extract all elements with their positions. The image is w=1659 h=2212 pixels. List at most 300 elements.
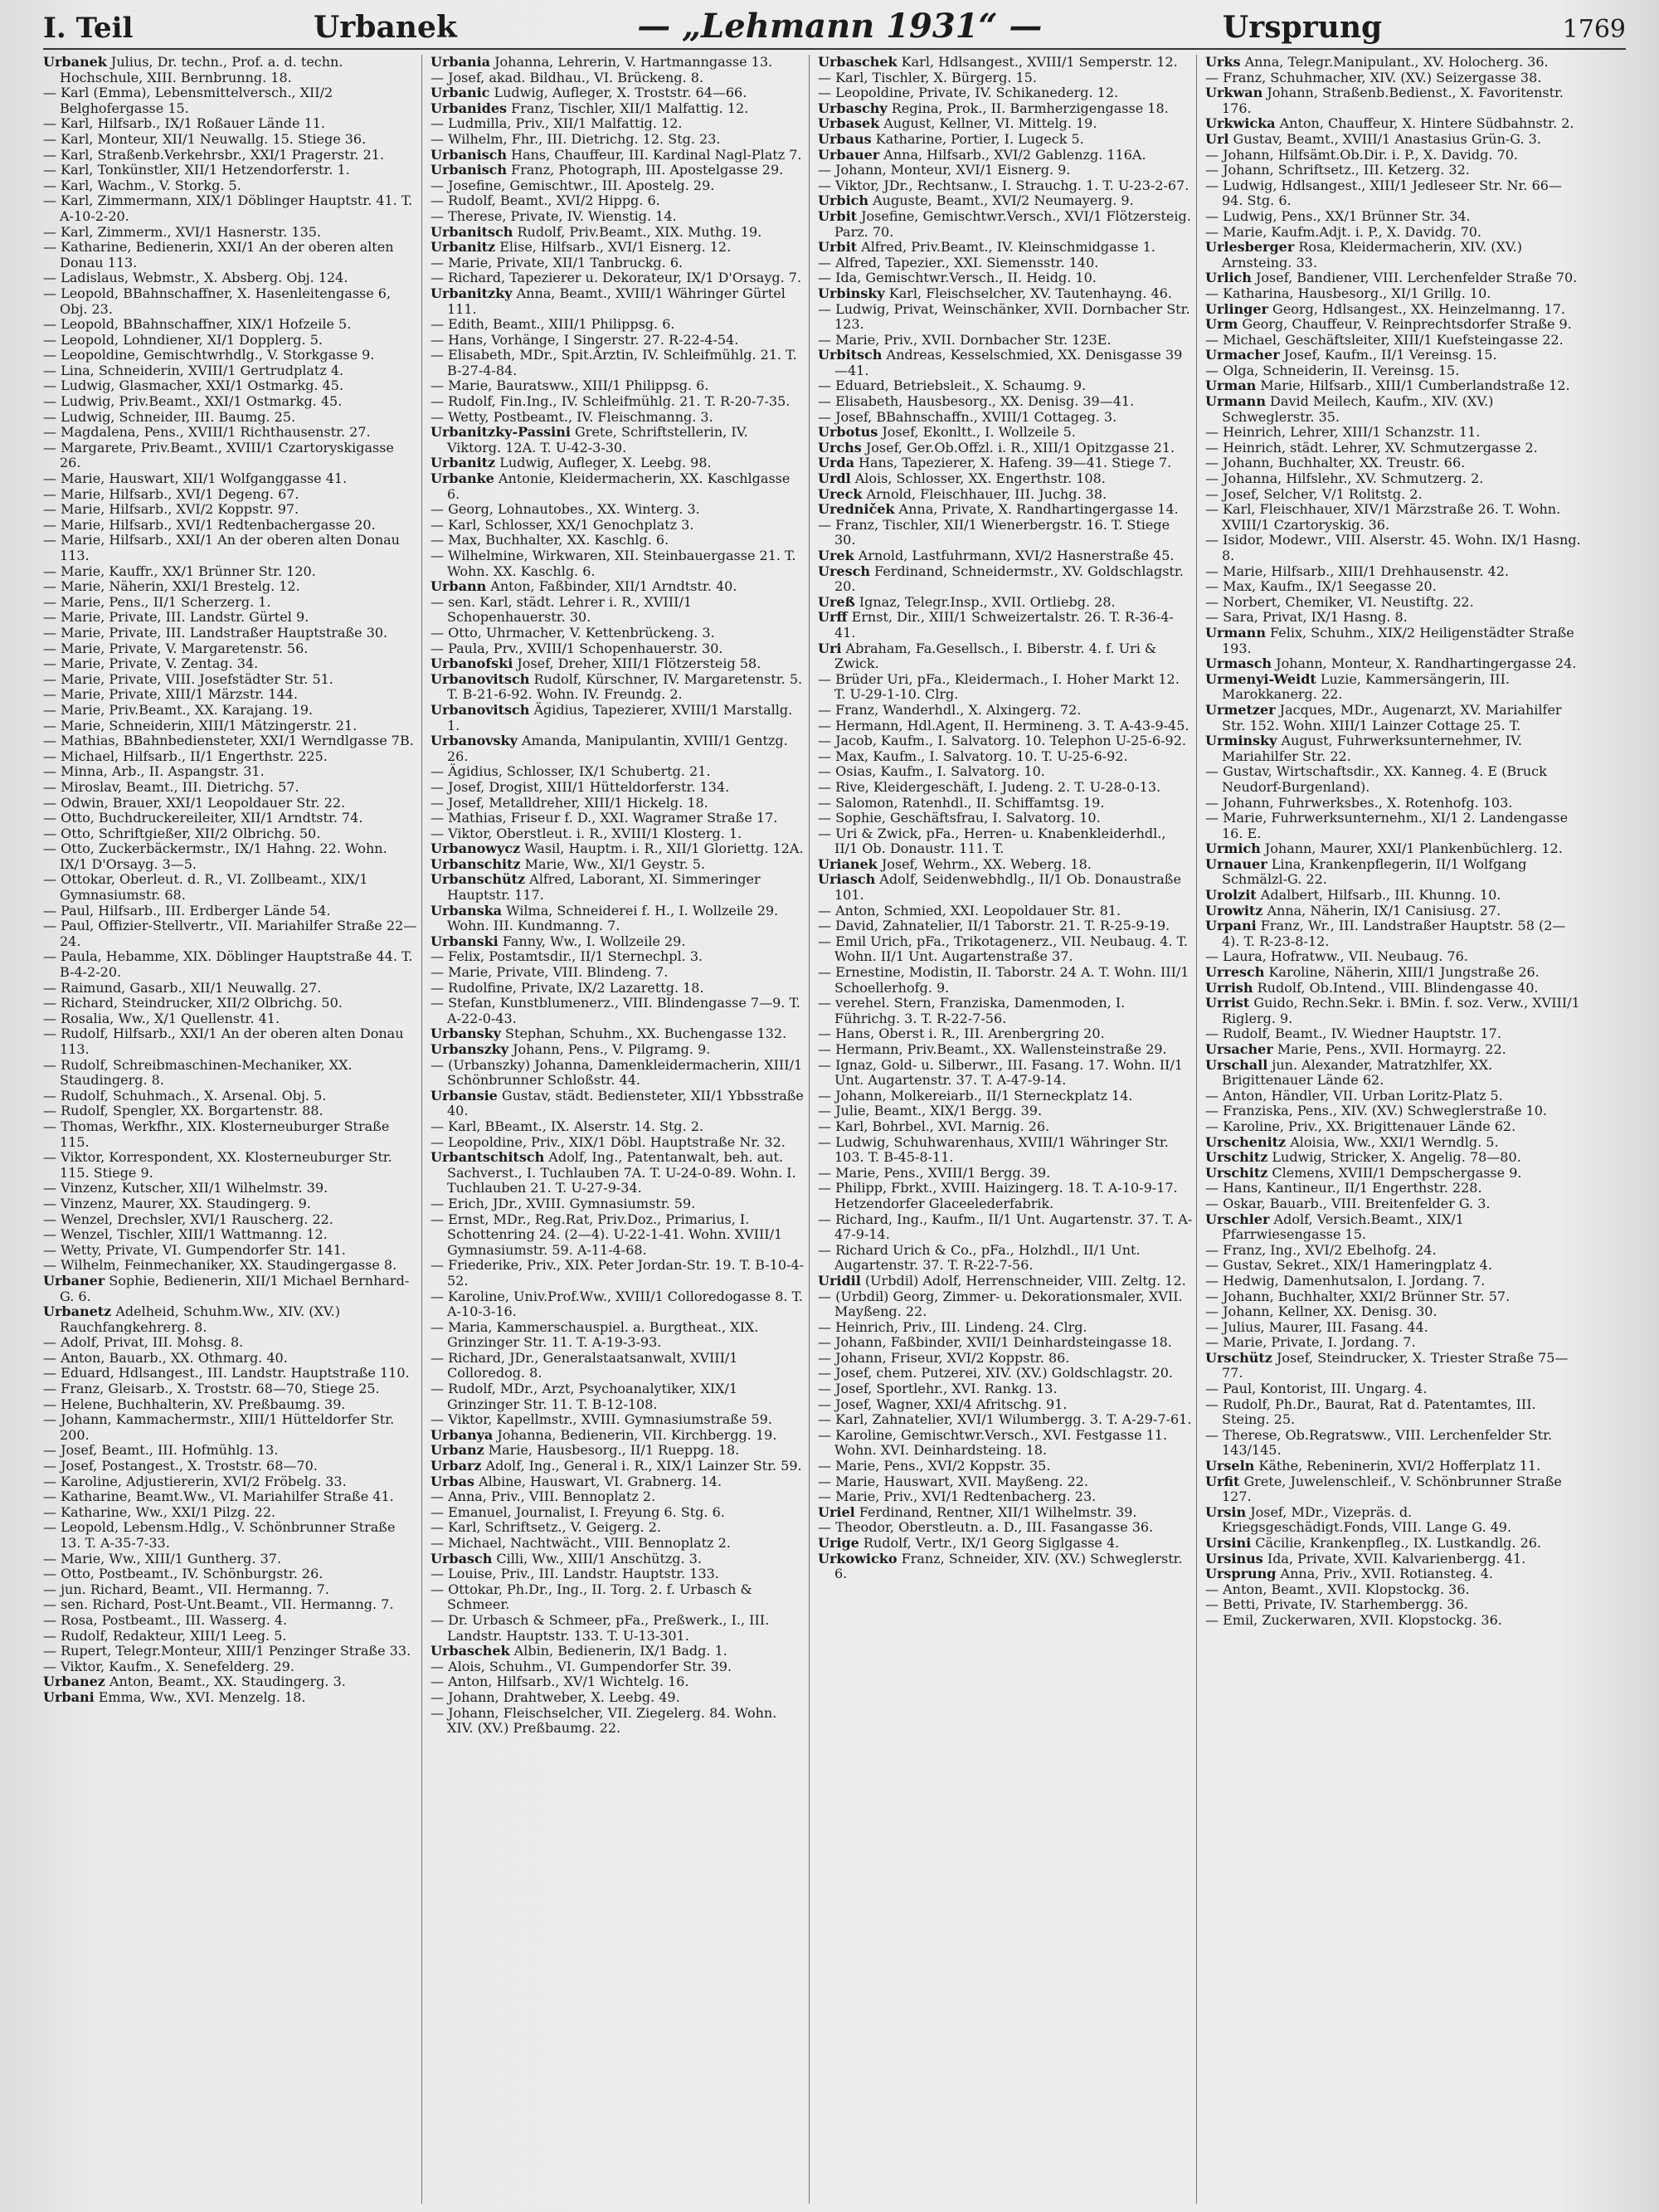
directory-entry <box>1205 1089 1581 1104</box>
entry-text: — Josef, Beamt., III. Hofmühlg. 13. <box>43 1442 279 1459</box>
entry-text: — Rosa, Postbeamt., III. Wasserg. 4. <box>43 1611 288 1628</box>
directory-entry <box>818 1289 1193 1320</box>
entry-text: — Lina, Schneiderin, XVIII/1 Gertrudplatz 4. <box>43 362 344 378</box>
directory-entry <box>818 1104 1193 1119</box>
directory-entry <box>43 85 418 116</box>
entry-text: — Richard, JDr., Generalstaatsanwalt, XVIII/1 Colloredog. 8. <box>431 1349 738 1381</box>
directory-entry <box>43 1351 418 1367</box>
entry-text: Adalbert, Hilfsarb., III. Khunng. 10. <box>1256 887 1501 904</box>
directory-entry <box>431 1582 805 1613</box>
directory-entry <box>43 1181 418 1196</box>
entry-surname: Urbanitz <box>431 239 496 256</box>
entry-surname: Urm <box>1205 316 1238 333</box>
directory-entry <box>818 610 1193 641</box>
directory-entry <box>43 533 418 563</box>
directory-entry <box>1205 286 1581 302</box>
directory-entry <box>431 1258 805 1289</box>
directory-entry <box>43 1243 418 1259</box>
directory-entry <box>431 163 805 178</box>
entry-text: — Marie, Private, III. Landstr. Gürtel 9. <box>43 609 309 626</box>
entry-text: (Urbdil) Adolf, Herrenschneider, VIII. Zeltg. 12. <box>860 1272 1186 1289</box>
directory-entry <box>431 256 805 271</box>
entry-text: Hans, Tapezierer, X. Hafeng. 39—41. Stiege 7. <box>854 455 1172 471</box>
entry-text: — Wetty, Postbeamt., IV. Fleischmanng. 3. <box>431 408 713 425</box>
entry-surname: Urmich <box>1205 840 1261 857</box>
entry-text: Cilli, Ww., XIII/1 Anschützg. 3. <box>492 1550 702 1566</box>
directory-entry <box>431 116 805 132</box>
entry-text: — Viktor, JDr., Rechtsanw., I. Strauchg. 1. T. U-23-2-67. <box>818 177 1190 193</box>
directory-entry <box>1205 225 1581 241</box>
entry-text: — Josef, akad. Bildhau., VI. Brückeng. 8. <box>431 69 704 85</box>
directory-entry <box>1205 1397 1581 1428</box>
entry-text: — Viktor, Oberstleut. i. R., XVIII/1 Klosterg. 1. <box>431 825 742 841</box>
directory-entry <box>1205 1196 1581 1212</box>
entry-text: — Leopold, Lebensm.Hdlg., V. Schönbrunner Straße 13. T. A-35-7-33. <box>43 1519 396 1551</box>
entry-text: — Odwin, Brauer, XXI/1 Leopoldauer Str. 22. <box>43 794 346 811</box>
directory-entry <box>818 934 1193 965</box>
entry-text: — Richard, Ing., Kaufm., II/1 Unt. Augartenstr. 37. T. A-47-9-14. <box>818 1211 1193 1243</box>
column-1 <box>43 55 422 2204</box>
directory-entry <box>43 719 418 734</box>
left-guide-word: Urbanek <box>313 10 457 45</box>
entry-text: — Gustav, Wirtschaftsdir., XX. Kanneg. 4. E (Bruck Neudorf-Burgenland). <box>1205 763 1547 795</box>
directory-entry <box>431 904 805 934</box>
directory-entry <box>431 533 805 548</box>
directory-entry <box>818 1366 1193 1381</box>
directory-entry <box>431 1659 805 1675</box>
entry-text: — Wilhelm, Fhr., III. Dietrichg. 12. Stg. 23. <box>431 130 721 147</box>
directory-entry <box>1205 1536 1581 1552</box>
directory-entry <box>818 394 1193 410</box>
entry-text: Anna, Priv., XVII. Rotiansteg. 4. <box>1276 1566 1493 1582</box>
directory-entry <box>43 1659 418 1675</box>
entry-text: — Edith, Beamt., XIII/1 Philippsg. 6. <box>431 316 675 333</box>
entry-text: Johanna, Bedienerin, VII. Kirchbergg. 19. <box>493 1426 777 1443</box>
entry-text: — Ludwig, Pens., XX/1 Brünner Str. 34. <box>1205 207 1471 224</box>
entry-text: — (Urbanszky) Johanna, Damenkleidermacherin, XIII/1 Schönbrunner Schloßstr. 44. <box>431 1056 803 1089</box>
entry-text: — Anton, Bauarb., XX. Othmarg. 40. <box>43 1349 288 1366</box>
entry-text: Josef, Steindrucker, X. Triester Straße 75—77. <box>1222 1349 1569 1381</box>
entry-text: — Marie, Priv., XVII. Dornbacher Str. 123E. <box>818 331 1112 348</box>
entry-text: — Adolf, Privat, III. Mohsg. 8. <box>43 1334 244 1351</box>
directory-entry <box>43 1366 418 1381</box>
entry-text: Josef, Wehrm., XX. Weberg. 18. <box>877 855 1092 872</box>
directory-entry <box>818 270 1193 286</box>
directory-entry <box>43 1381 418 1397</box>
entry-text: — Franz, Wanderhdl., X. Alxingerg. 72. <box>818 701 1082 718</box>
entry-text: — Alois, Schuhm., VI. Gumpendorfer Str. 39. <box>431 1658 732 1674</box>
entry-text: — Rudolfine, Private, IX/2 Lazarettg. 18. <box>431 979 704 996</box>
directory-entry <box>431 780 805 796</box>
entry-text: — Josef, Sportlehr., XVI. Rankg. 13. <box>818 1381 1058 1397</box>
entry-surname: Urbanez <box>43 1674 105 1690</box>
directory-entry <box>818 209 1193 240</box>
directory-entry <box>818 425 1193 441</box>
directory-entry <box>43 1520 418 1551</box>
entry-text: Rudolf, Vertr., IX/1 Georg Siglgasse 4. <box>859 1535 1120 1551</box>
directory-entry <box>43 1597 418 1613</box>
directory-entry <box>431 595 805 626</box>
entry-text: — Leopoldine, Private, IV. Schikanederg. 12. <box>818 85 1119 101</box>
directory-entry <box>431 1474 805 1490</box>
entry-surname: Ureß <box>818 593 855 610</box>
entry-text: — Johann, Buchhalter, XX. Treustr. 66. <box>1205 455 1466 471</box>
directory-entry <box>1205 1181 1581 1196</box>
directory-entry <box>43 1119 418 1150</box>
directory-entry <box>431 1552 805 1567</box>
directory-entry <box>1205 841 1581 857</box>
entry-text: — Vinzenz, Kutscher, XII/1 Wilhelmstr. 39. <box>43 1180 328 1196</box>
entry-surname: Urbaner <box>43 1272 105 1289</box>
entry-surname: Ureck <box>818 485 863 502</box>
entry-text: — Sophie, Geschäftsfrau, I. Salvatorg. 10. <box>818 810 1101 826</box>
directory-entry <box>1205 240 1581 270</box>
directory-entry <box>818 1412 1193 1428</box>
directory-entry <box>818 1089 1193 1104</box>
entry-surname: Urbaus <box>818 130 872 147</box>
entry-text: — Ludwig, Priv.Beamt., XXI/1 Ostmarkg. 45. <box>43 393 343 410</box>
directory-entry <box>43 394 418 410</box>
entry-text: Adolf, Seidenwebhdlg., II/1 Ob. Donaustraße 101. <box>834 871 1181 904</box>
entry-surname: Urmacher <box>1205 347 1280 363</box>
directory-entry <box>1205 1026 1581 1042</box>
directory-entry <box>1205 148 1581 163</box>
entry-text: Katharine, Portier, I. Lugeck 5. <box>871 130 1084 147</box>
entry-text: — Ernst, MDr., Reg.Rat, Priv.Doz., Primarius, I. Schottenring 24. (2—4). U-22-1-41. Wohn. XVIII/1 Gymnasiumstr. 59. A-11-4-68. <box>431 1211 783 1258</box>
entry-text: — Rudolf, Schuhmach., X. Arsenal. Obj. 5. <box>43 1087 327 1104</box>
directory-entry <box>43 425 418 441</box>
directory-entry <box>1205 579 1581 595</box>
directory-entry <box>43 687 418 703</box>
entry-surname: Urek <box>818 548 854 563</box>
entry-text: Josef, MDr., Vizepräs. d. Kriegsgeschädigt.Fonds, VIII. Lange G. 49. <box>1222 1503 1512 1536</box>
directory-entry <box>818 518 1193 548</box>
entry-text: Josef, Ger.Ob.Offzl. i. R., XIII/1 Opitzgasse 21. <box>861 439 1175 456</box>
entry-surname: Urbasek <box>818 115 880 132</box>
directory-entry <box>818 410 1193 426</box>
entry-surname: Urks <box>1205 55 1241 70</box>
entry-text: — Josef, chem. Putzerei, XIV. (XV.) Goldschlagstr. 20. <box>818 1365 1173 1381</box>
entry-text: — Uri & Zwick, pFa., Herren- u. Knabenkleiderhdl., II/1 Ob. Donaustr. 111. T. <box>818 825 1166 857</box>
directory-entry <box>431 996 805 1026</box>
entry-text: — Rudolf, Beamt., IV. Wiedner Hauptstr. 17. <box>1205 1026 1501 1042</box>
directory-entry <box>431 286 805 317</box>
entry-text: — (Urbdil) Georg, Zimmer- u. Dekorationsmaler, XVII. Mayßeng. 22. <box>818 1288 1183 1320</box>
directory-entry <box>818 826 1193 857</box>
entry-text: — Ludmilla, Priv., XII/1 Malfattig. 12. <box>431 115 683 132</box>
entry-text: Rudolf, Kürschner, IV. Margaretenstr. 5. T. B-21-6-92. Wohn. IV. Freundg. 2. <box>447 670 803 703</box>
entry-text: — Rudolf, Spengler, XX. Borgartenstr. 88. <box>43 1103 324 1119</box>
directory-entry <box>1205 764 1581 795</box>
directory-entry <box>1205 1135 1581 1151</box>
directory-entry <box>43 502 418 518</box>
entry-surname: Urolzit <box>1205 887 1257 904</box>
entry-surname: Urschler <box>1205 1211 1270 1227</box>
entry-text: Antonie, Kleidermacherin, XX. Kaschlgasse 6. <box>447 470 791 502</box>
entry-text: — Franz, Gleisarb., X. Troststr. 68—70, Stiege 25. <box>43 1381 380 1397</box>
directory-entry <box>43 1104 418 1119</box>
directory-entry <box>1205 1104 1581 1119</box>
directory-entry <box>431 1690 805 1706</box>
entry-text: Josef, Ekonltt., I. Wollzeile 5. <box>878 424 1076 441</box>
entry-text: Stephan, Schuhm., XX. Buchengasse 132. <box>500 1026 787 1042</box>
directory-entry <box>431 270 805 286</box>
entry-text: — Rive, Kleidergeschäft, I. Judeng. 2. T. U-28-0-13. <box>818 778 1161 795</box>
directory-entry <box>43 163 418 178</box>
entry-text: — Louise, Priv., III. Landstr. Hauptstr. 133. <box>431 1566 719 1582</box>
entry-text: Ludwig, Stricker, X. Angelig. 78—80. <box>1267 1149 1521 1166</box>
directory-entry <box>818 1505 1193 1521</box>
directory-entry <box>43 641 418 657</box>
directory-entry <box>43 872 418 903</box>
directory-entry <box>43 286 418 317</box>
entry-text: Grete, Juwelenschleif., V. Schönbrunner Straße 127. <box>1222 1473 1562 1505</box>
entry-surname: Urmasch <box>1205 655 1272 672</box>
directory-entry <box>431 672 805 703</box>
entry-surname: Urbanski <box>431 933 499 949</box>
entry-text: — Raimund, Gasarb., XII/1 Neuwallg. 27. <box>43 979 322 996</box>
directory-entry <box>43 1443 418 1459</box>
entry-text: — Miroslav, Beamt., III. Dietrichg. 57. <box>43 778 299 795</box>
entry-text: — verehel. Stern, Franziska, Damenmoden, I. Führichg. 3. T. R-22-7-56. <box>818 995 1126 1026</box>
entry-text: — Ernestine, Modistin, II. Taborstr. 24 A. T. Wohn. III/1 Schoellerhofg. 9. <box>818 964 1190 996</box>
directory-entry <box>431 71 805 86</box>
entry-text: — Marie, Pens., XVI/2 Koppstr. 35. <box>818 1458 1051 1474</box>
entry-text: Ferdinand, Schneidermstr., XV. Goldschlagstr. 20. <box>834 563 1184 595</box>
entry-text: Karl, Hdlsangest., XVIII/1 Semperstr. 12. <box>897 55 1178 70</box>
entry-text: — Johann, Monteur, XVI/1 Eisnerg. 9. <box>818 162 1071 178</box>
directory-entry <box>431 378 805 394</box>
entry-text: — Marie, Bauratsww., XIII/1 Philippsg. 6. <box>431 378 709 394</box>
directory-entry <box>43 348 418 363</box>
directory-entry <box>818 286 1193 302</box>
entry-text: — Otto, Buchdruckereileiter, XII/1 Arndtstr. 74. <box>43 810 363 826</box>
directory-entry <box>43 378 418 394</box>
entry-text: — Brüder Uri, pFa., Kleidermach., I. Hoher Markt 12. T. U-29-1-10. Clrg. <box>818 670 1180 703</box>
entry-text: — Wilhelmine, Wirkwaren, XII. Steinbauergasse 21. T. Wohn. XX. Kaschlg. 6. <box>431 548 796 579</box>
entry-text: — Otto, Uhrmacher, V. Kettenbrückeng. 3. <box>431 624 715 641</box>
directory-entry <box>818 240 1193 256</box>
entry-text: — Mathias, Friseur f. D., XXI. Wagramer Straße 17. <box>431 810 778 826</box>
entry-text: Arnold, Fleischhauer, III. Juchg. 38. <box>862 485 1107 502</box>
directory-entry <box>818 857 1193 873</box>
entry-text: — Katharine, Ww., XXI/1 Pilzg. 22. <box>43 1503 276 1520</box>
entry-text: — Marie, Private, V. Zentag. 34. <box>43 655 259 672</box>
directory-entry <box>431 1150 805 1196</box>
entry-text: — Leopoldine, Gemischtwrhdlg., V. Storkgasse 9. <box>43 347 375 363</box>
entry-text: — Leopoldine, Priv., XIX/1 Döbl. Hauptstraße Nr. 32. <box>431 1133 786 1150</box>
directory-entry <box>818 1274 1193 1289</box>
directory-entry <box>818 1536 1193 1552</box>
directory-entry <box>1205 965 1581 981</box>
entry-text: — Karl, Schlosser, XX/1 Genochplatz 3. <box>431 516 694 533</box>
directory-entry <box>431 394 805 410</box>
entry-text: — Heinrich, Priv., III. Lindeng. 24. Clrg. <box>818 1318 1087 1335</box>
entry-text: — Rosalia, Ww., X/1 Quellenstr. 41. <box>43 1010 280 1026</box>
directory-entry <box>1205 363 1581 379</box>
entry-text: — Hedwig, Damenhutsalon, I. Jordang. 7. <box>1205 1272 1486 1289</box>
entry-text: — Rudolf, Ph.Dr., Baurat, Rat d. Patentamtes, III. Steing. 25. <box>1205 1396 1536 1428</box>
directory-entry <box>1205 626 1581 656</box>
entry-text: — Josefine, Gemischtwr., III. Apostelg. 29. <box>431 177 715 193</box>
directory-entry <box>431 872 805 903</box>
entry-text: Andreas, Kesselschmied, XX. Denisgasse 39—41. <box>834 347 1183 378</box>
directory-entry <box>1205 595 1581 611</box>
directory-entry <box>1205 672 1581 703</box>
directory-entry <box>1205 1042 1581 1058</box>
directory-entry <box>431 225 805 241</box>
directory-entry <box>431 1320 805 1351</box>
directory-entry <box>431 240 805 256</box>
directory-entry <box>43 55 418 85</box>
entry-text: — Max, Buchhalter, XX. Kaschlg. 6. <box>431 532 669 548</box>
directory-entry <box>431 471 805 502</box>
directory-entry <box>43 626 418 641</box>
entry-text: — Marie, Private, VIII. Josefstädter Str. 51. <box>43 670 333 687</box>
directory-entry <box>43 1274 418 1304</box>
directory-entry <box>43 749 418 765</box>
directory-entry <box>818 1212 1193 1243</box>
entry-surname: Urbanitzky-Passini <box>431 424 571 441</box>
entry-text: — Erich, JDr., XVIII. Gymnasiumstr. 59. <box>431 1195 696 1211</box>
directory-entry <box>818 1166 1193 1182</box>
entry-text: — Elisabeth, MDr., Spit.Ärztin, IV. Schleifmühlg. 21. T. B-27-4-84. <box>431 347 797 378</box>
directory-entry <box>43 178 418 194</box>
directory-entry <box>818 333 1193 348</box>
entry-surname: Url <box>1205 130 1229 147</box>
directory-entry <box>431 703 805 733</box>
entry-surname: Urschitz <box>1205 1149 1268 1166</box>
directory-entry <box>43 981 418 996</box>
directory-entry <box>818 1181 1193 1211</box>
directory-entry <box>818 85 1193 101</box>
directory-entry <box>431 934 805 950</box>
entry-text: — Josef, Selcher, V/1 Rolitstg. 2. <box>1205 485 1423 502</box>
entry-text: Käthe, Rebeninerin, XVI/2 Hofferplatz 11. <box>1254 1458 1541 1474</box>
entry-text: — Paul, Offizier-Stellvertr., VII. Mariahilfer Straße 22—24. <box>43 918 417 949</box>
entry-surname: Urbit <box>818 207 858 224</box>
entry-text: Arnold, Lastfuhrmann, XVI/2 Hasnerstraße 45. <box>854 548 1175 563</box>
entry-text: — Friederike, Priv., XIX. Peter Jordan-Str. 19. T. B-10-4-52. <box>431 1257 805 1289</box>
directory-entry <box>431 1566 805 1582</box>
entry-text: — Paul, Kontorist, III. Ungarg. 4. <box>1205 1381 1428 1397</box>
entry-text: — Emil Urich, pFa., Trikotagenerz., VII. Neubaug. 4. T. Wohn. II/1 Unt. Augartenstraße 37. <box>818 933 1188 965</box>
entry-text: Josef, Kaufm., II/1 Vereinsg. 15. <box>1279 347 1497 363</box>
entry-surname: Urmann <box>1205 393 1266 410</box>
directory-entry <box>43 996 418 1011</box>
directory-entry <box>43 904 418 919</box>
directory-entry <box>43 1552 418 1567</box>
entry-text: — Johann, Buchhalter, XXI/2 Brünner Str. 57. <box>1205 1288 1511 1304</box>
entry-text: Adelheid, Schuhm.Ww., XIV. (XV.) Rauchfangkehrerg. 8. <box>60 1303 340 1335</box>
entry-text: Alois, Schlosser, XX. Engerthstr. 108. <box>850 470 1106 487</box>
entry-text: — Leopold, BBahnschaffner, XIX/1 Hofzeile 5. <box>43 316 352 333</box>
directory-entry <box>431 811 805 826</box>
directory-entry <box>1205 811 1581 841</box>
directory-entry <box>431 456 805 471</box>
directory-entry <box>431 425 805 456</box>
entry-text: — Johann, Kellner, XX. Denisg. 30. <box>1205 1303 1438 1320</box>
entry-surname: Urbanovitsch <box>431 701 530 718</box>
entry-text: — Wenzel, Drechsler, XVI/1 Rauscherg. 22. <box>43 1211 333 1227</box>
directory-entry <box>818 116 1193 132</box>
entry-text: Emma, Ww., XVI. Menzelg. 18. <box>94 1688 306 1705</box>
directory-entry <box>818 796 1193 811</box>
directory-entry <box>818 965 1193 996</box>
directory-entry <box>1205 564 1581 580</box>
entry-text: — Rudolf, Schreibmaschinen-Mechaniker, XX. Staudingerg. 8. <box>43 1056 353 1089</box>
directory-entry <box>431 857 805 873</box>
entry-text: Josef, Bandiener, VIII. Lerchenfelder Straße 70. <box>1251 270 1578 286</box>
directory-entry <box>818 595 1193 611</box>
directory-entry <box>818 1058 1193 1089</box>
directory-entry <box>818 487 1193 503</box>
directory-entry <box>43 610 418 626</box>
directory-entry <box>818 1428 1193 1459</box>
entry-text: — Johann, Fleischselcher, VII. Ziegelerg. 84. Wohn. XIV. (XV.) Preßbaumg. 22. <box>431 1704 777 1737</box>
entry-text: — Norbert, Chemiker, VI. Neustiftg. 22. <box>1205 593 1474 610</box>
entry-text: — Michael, Hilfsarb., II/1 Engerthstr. 225. <box>43 748 328 764</box>
entry-text: Gustav, Beamt., XVIII/1 Anastasius Grün-G. 3. <box>1228 130 1541 147</box>
entry-surname: Urbanke <box>431 470 494 487</box>
entry-text: Clemens, XVIII/1 Dempschergasse 9. <box>1267 1164 1522 1181</box>
entry-text: Josefine, Gemischtwr.Versch., XVI/1 Flötzersteig. Parz. 70. <box>834 207 1191 240</box>
directory-entry <box>818 996 1193 1026</box>
directory-entry <box>818 780 1193 796</box>
directory-entry <box>431 1443 805 1459</box>
entry-text: — Wilhelm, Feinmechaniker, XX. Staudingergasse 8. <box>43 1257 397 1274</box>
directory-entry <box>43 132 418 148</box>
entry-text: Marie, Ww., XI/1 Geystr. 5. <box>520 855 706 872</box>
entry-surname: Urbinsky <box>818 285 885 301</box>
entry-surname: Urschütz <box>1205 1349 1272 1366</box>
entry-text: Johann, Monteur, X. Randhartingergasse 24. <box>1272 655 1577 672</box>
entry-text: — Margarete, Priv.Beamt., XVIII/1 Czartoryskigasse 26. <box>43 439 394 471</box>
entry-text: — Karl, Bohrbel., XVI. Marnig. 26. <box>818 1118 1050 1134</box>
entry-text: Ernst, Dir., XIII/1 Schweizertalstr. 26. T. R-36-4-41. <box>834 609 1174 641</box>
directory-entry <box>1205 1381 1581 1397</box>
directory-entry <box>43 1505 418 1521</box>
entry-text: — Dr. Urbasch & Schmeer, pFa., Preßwerk., I., III. Landstr. Hauptstr. 133. T. U-13-301. <box>431 1611 770 1644</box>
directory-entry <box>1205 441 1581 456</box>
entry-surname: Urianek <box>818 855 878 872</box>
entry-text: — Thomas, Werkfhr., XIX. Klosterneuburger Straße 115. <box>43 1118 390 1150</box>
directory-entry <box>818 55 1193 71</box>
entry-surname: Urbich <box>818 192 869 209</box>
directory-entry <box>431 548 805 579</box>
directory-entry <box>1205 857 1581 888</box>
directory-entry <box>1205 904 1581 919</box>
entry-text: — Johanna, Hilfslehr., XV. Schmutzerg. 2. <box>1205 470 1484 487</box>
directory-entry <box>431 1428 805 1444</box>
column-3 <box>818 55 1197 2204</box>
directory-entry <box>43 1304 418 1335</box>
entry-text: — Olga, Schneiderin, II. Vereinsg. 15. <box>1205 362 1460 378</box>
entry-text: August, Kellner, VI. Mittelg. 19. <box>879 115 1097 132</box>
entry-text: — Felix, Postamtsdir., II/1 Sternechpl. 3. <box>431 948 703 965</box>
directory-entry <box>431 826 805 842</box>
entry-text: — Johann, Schriftsetz., III. Ketzerg. 32. <box>1205 162 1470 178</box>
entry-text: — Johann, Molkereiarb., II/1 Sterneckplatz 14. <box>818 1087 1133 1104</box>
directory-entry <box>43 1150 418 1181</box>
entry-surname: Urbanovitsch <box>431 670 530 687</box>
entry-surname: Ursacher <box>1205 1041 1273 1057</box>
entry-text: — Emil, Zuckerwaren, XVII. Klopstockg. 36. <box>1205 1611 1502 1628</box>
directory-entry <box>1205 71 1581 86</box>
entry-text: Sophie, Bedienerin, XII/1 Michael Bernhard-G. 6. <box>60 1272 410 1304</box>
directory-entry <box>431 1644 805 1659</box>
entry-text: — Hans, Kantineur., II/1 Engerthstr. 228. <box>1205 1180 1482 1196</box>
